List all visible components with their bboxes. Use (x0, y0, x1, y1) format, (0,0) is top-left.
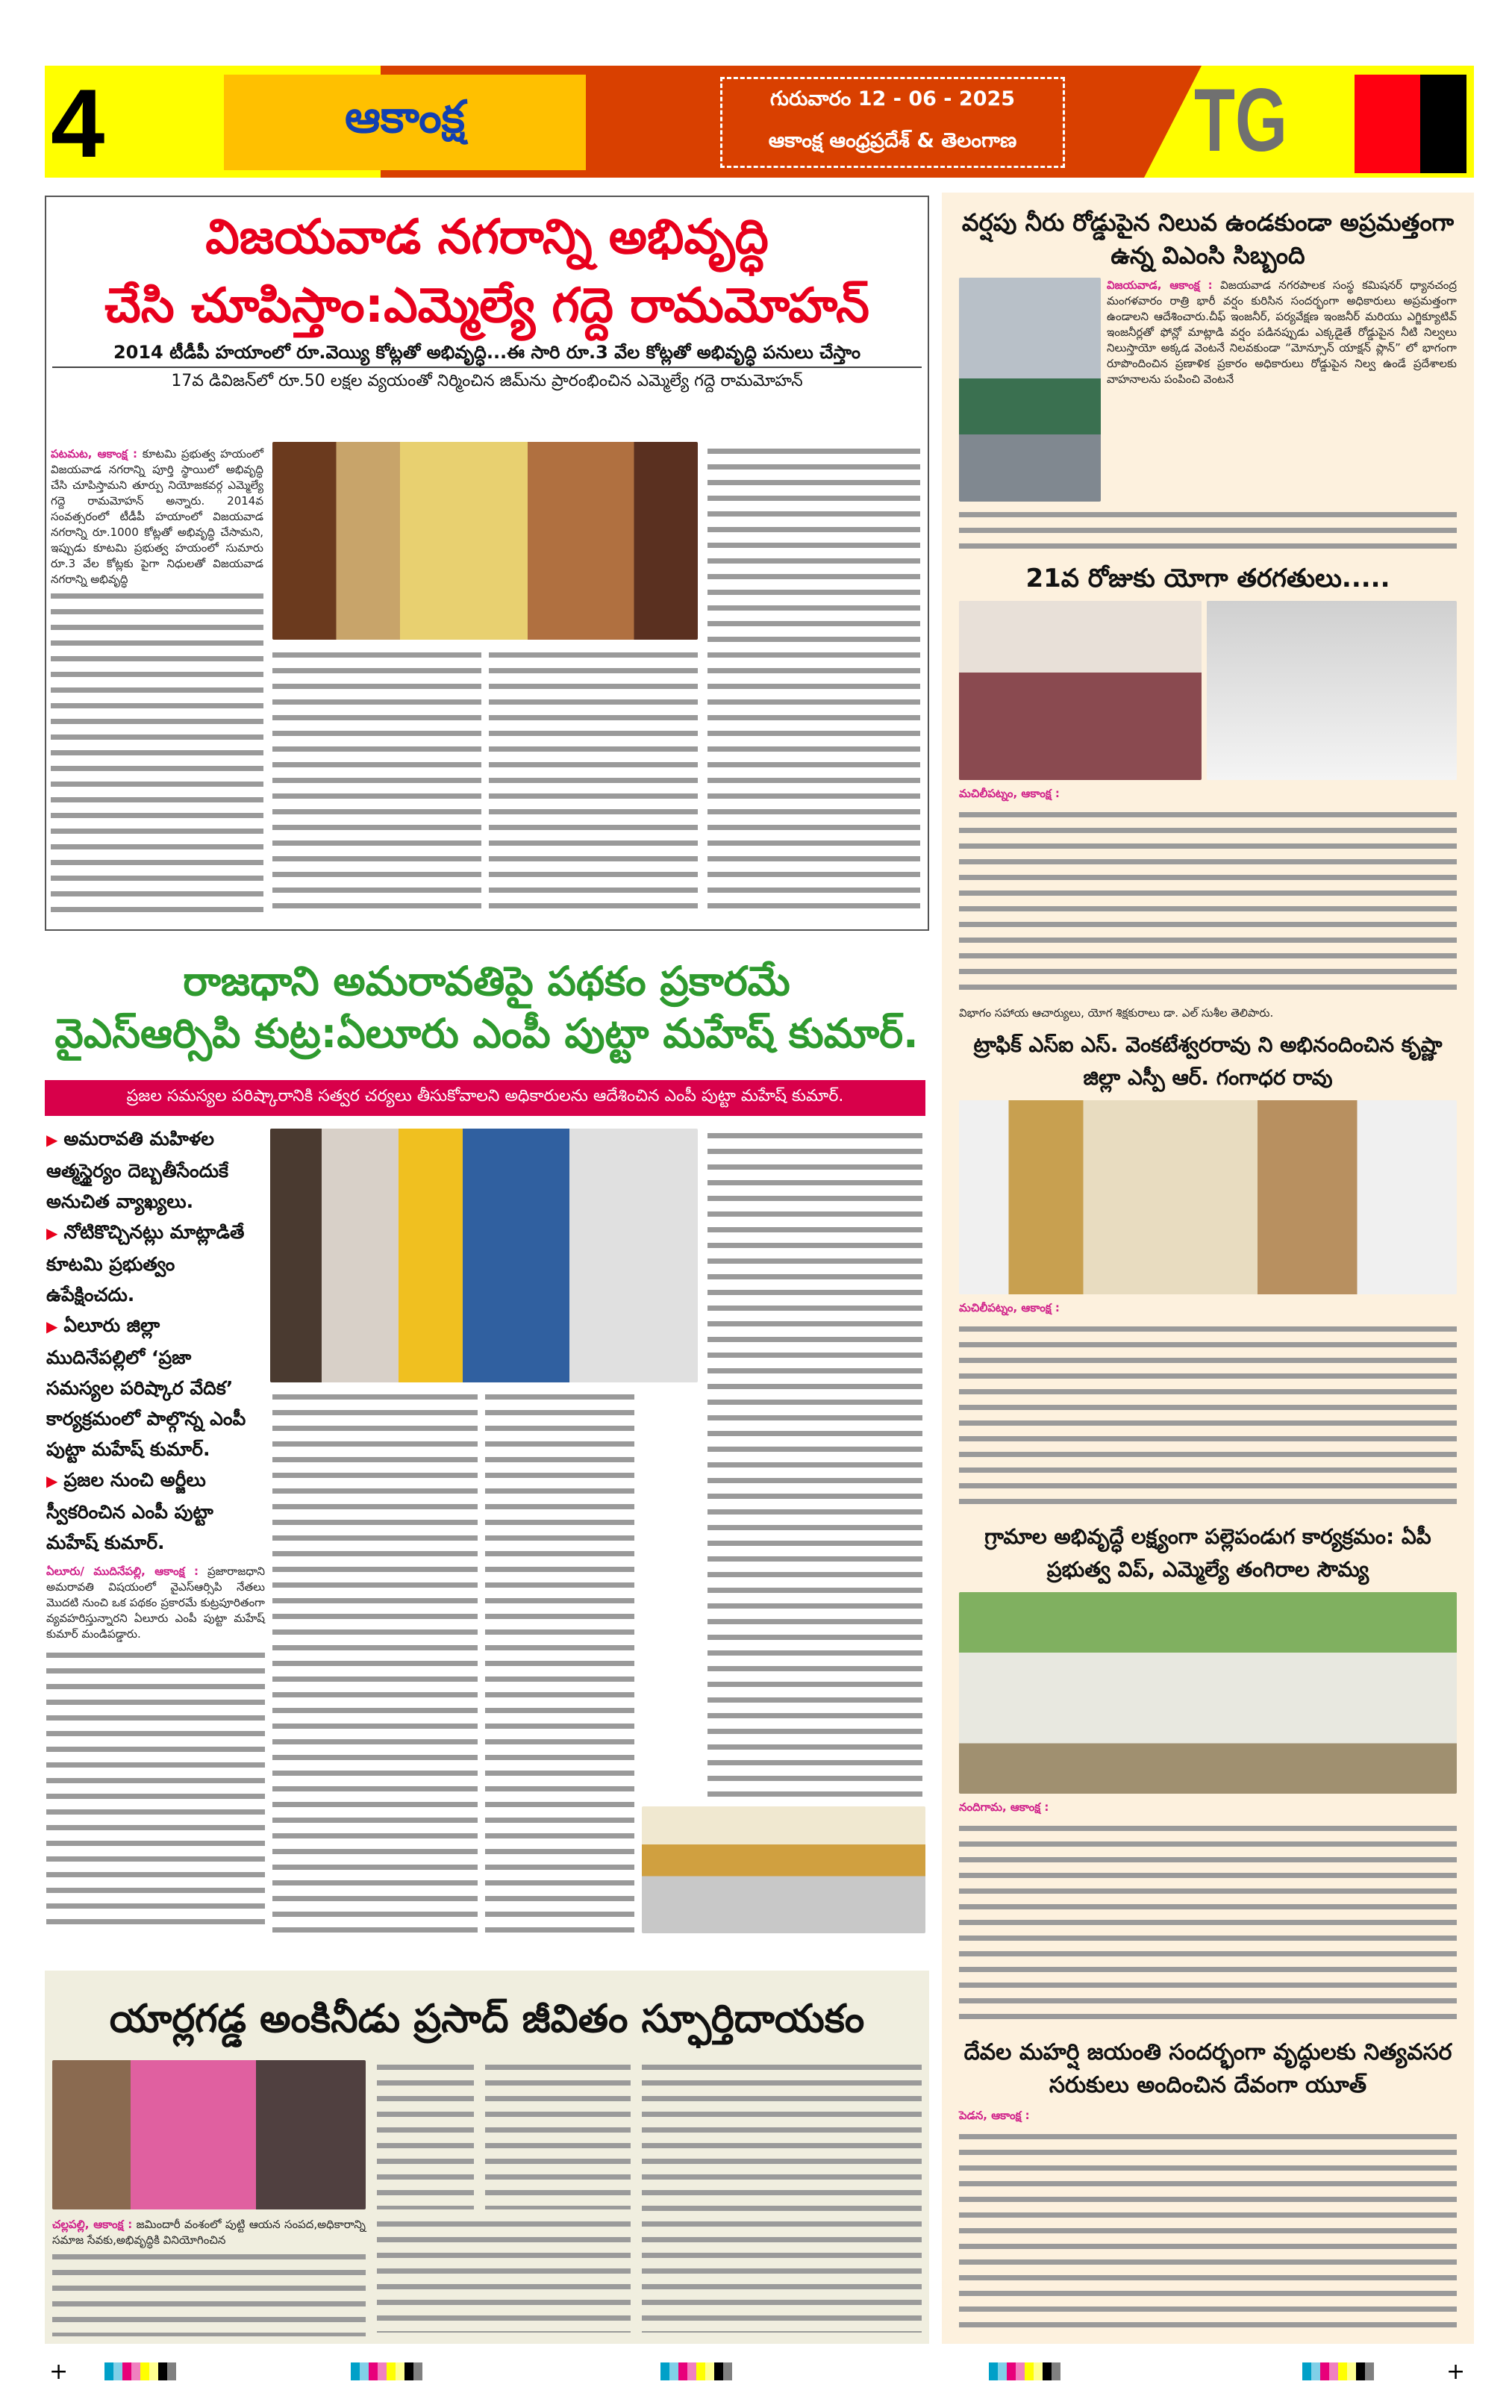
body-text (959, 1322, 1457, 1514)
headline: యార్లగడ్డ అంకినీడు ప్రసాద్ జీవితం స్ఫూర్తిదాయకం (109, 1997, 865, 2042)
color-swatch (1052, 2362, 1060, 2380)
sp-felicitation-photo (959, 1100, 1457, 1294)
triangle-bullet-icon: ▶ (46, 1472, 58, 1490)
article-body (46, 1564, 265, 1642)
bullet-item: ▶ అమరావతి మహిళల ఆత్మస్థైర్యం దెబ్బతీసేందుకే అనుచిత వ్యాఖ్యలు. (46, 1128, 229, 1212)
color-swatch (113, 2362, 122, 2380)
body-text-column (642, 2060, 922, 2333)
dateline: నందిగామ, ఆకాంక్ష : (959, 1800, 1049, 1814)
yoga-photo-row (959, 601, 1457, 780)
dateline: ఏలూరు/ ముదినేపల్లి, ఆకాంక్ష : (46, 1565, 199, 1578)
color-swatch (131, 2362, 140, 2380)
color-swatch (1329, 2362, 1338, 2380)
headline-line2: వైఎస్ఆర్సిపి కుట్ర:ఏలూరు ఎంపీ పుట్టా మహేష్ కుమార్. (54, 1010, 919, 1057)
subheadline: 2014 టీడీపీ హయాంలో రూ.వెయ్యి కోట్లతో అభివృద్ధి...ఈ సారి రూ.3 వేల కోట్లతో అభివృద్ధి పనులు చేస్తాం (113, 342, 861, 363)
article-yoga (959, 562, 1457, 1021)
body-text: జమిందారీ వంశంలో పుట్టి ఆయన సంపద,అధికారాన్ని సమాజ సేవకు,అభివృద్ధికి వినియోగించిన (52, 2218, 366, 2247)
color-swatch (1338, 2362, 1347, 2380)
color-swatch (149, 2362, 158, 2380)
divider (52, 366, 922, 368)
body-text-column (707, 1129, 922, 1800)
color-swatch (378, 2362, 387, 2380)
body-text-column (377, 2060, 474, 2209)
body-text: ప్రజారాజధాని అమరావతి విషయంలో వైఎస్ఆర్సిపి నేతలు మొదటి నుంచి ఒక పథకం ప్రకారమే కుట్రపూరితంగా వ్యవహరిస్తున్నారని ఏలూరు ఎంపీ పుట్టా మహేష్ కుమార్ మండిపడ్డారు. (46, 1565, 265, 1641)
yoga-photo-woman (959, 601, 1202, 780)
color-swatch (167, 2362, 176, 2380)
body-text-continued (51, 589, 263, 914)
article1-heading-group (52, 203, 922, 393)
triangle-bullet-icon: ▶ (46, 1224, 58, 1242)
color-swatch (723, 2362, 732, 2380)
newspaper-logo: ఆకాంక్ష (224, 75, 586, 170)
dateline: పటమట, ఆకాంక్ష : (51, 447, 138, 461)
color-swatch (360, 2362, 369, 2380)
color-calibration-bar (351, 2362, 422, 2380)
dateline: మచిలీపట్నం, ఆకాంక్ష : (959, 1300, 1060, 1314)
body-text (959, 2130, 1457, 2337)
body-text-continued (46, 1648, 265, 1933)
color-swatch (413, 2362, 422, 2380)
headline-yoga: 21వ రోజుకు యోగా తరగతులు..... (1025, 564, 1390, 593)
state-code: TG (1194, 70, 1287, 170)
dateline: మచిలీపట్నం, ఆకాంక్ష : (959, 787, 1060, 800)
bullet-item: ▶ నోటికొచ్చినట్లు మాట్లాడితే కూటమి ప్రభుత్వం ఉపేక్షించదు. (46, 1221, 245, 1306)
color-swatch (678, 2362, 687, 2380)
triangle-bullet-icon: ▶ (46, 1131, 58, 1149)
body-text-column (485, 2060, 631, 2209)
color-swatch (1311, 2362, 1320, 2380)
color-swatch (1025, 2362, 1034, 2380)
memorial-photo (52, 2060, 366, 2209)
color-swatch (714, 2362, 723, 2380)
color-swatch (1320, 2362, 1329, 2380)
headline-traffic-si: ట్రాఫిక్ ఎస్ఐ ఎస్. వెంకటేశ్వరరావు ని అభినందించిన కృష్ణా జిల్లా ఎస్పీ ఆర్. గంగాధర రావు (973, 1032, 1443, 1090)
body-text-end: విభాగం సహాయ ఆచార్యులు, యోగ శిక్షకురాలు డా. ఎల్ సుశీల తెలిపారు. (959, 1005, 1274, 1020)
body-text (959, 1821, 1457, 2029)
waterlogged-road-photo (959, 278, 1101, 502)
color-swatch (1016, 2362, 1025, 2380)
gym-inauguration-photo (272, 442, 698, 640)
headline-palle-panduga: గ్రామాల అభివృద్ధే లక్ష్యంగా పల్లెపండుగ కార్యక్రమం: ఏపీ ప్రభుత్వ విప్, ఎమ్మెల్యే తంగిరాల సౌమ్య (984, 1524, 1431, 1582)
yoga-photo-man (1207, 601, 1457, 780)
meeting-hall-photo (642, 1806, 925, 1933)
body-text-column (272, 648, 481, 914)
color-swatch (1007, 2362, 1016, 2380)
triangle-bullet-icon: ▶ (46, 1317, 58, 1335)
color-block-red (1355, 75, 1420, 173)
body-text (959, 808, 1457, 999)
article-devala-maharshi (959, 2036, 1457, 2337)
article3-heading-group (52, 1993, 922, 2045)
body-text-column (485, 1390, 634, 1933)
color-swatch (696, 2362, 705, 2380)
issue-date: గురువారం 12 - 06 - 2025 (769, 87, 1016, 110)
dateline: విజయవాడ, ఆకాంక్ష : (1107, 278, 1213, 292)
article3-first-column (52, 2217, 366, 2336)
color-swatch (1356, 2362, 1365, 2380)
article-body (52, 2217, 366, 2248)
dateline: చల్లపల్లి, ఆకాంక్ష : (52, 2218, 133, 2231)
body-text-column (707, 444, 920, 914)
edition-name: ఆకాంక్ష ఆంధ్రప్రదేశ్ & తెలంగాణ (768, 129, 1017, 152)
subheadline-2: 17వ డివిజన్‌లో రూ.50 లక్షల వ్యయంతో నిర్మించిన జిమ్‌ను ప్రారంభించిన ఎమ్మెల్యే గద్దె రామమోహన్ (171, 372, 803, 390)
highlight-strip (45, 1080, 925, 1116)
color-swatch (104, 2362, 113, 2380)
page-number: 4 (51, 69, 105, 178)
color-swatch (1043, 2362, 1052, 2380)
color-swatch (998, 2362, 1007, 2380)
body-text-column (377, 2217, 631, 2333)
body-text-column (489, 648, 698, 914)
color-swatch (122, 2362, 131, 2380)
article-rain-water (959, 206, 1457, 555)
dateline: పెడన, ఆకాంక్ష : (959, 2108, 1030, 2122)
color-swatch (705, 2362, 714, 2380)
color-swatch (351, 2362, 360, 2380)
article2-heading-group (46, 955, 927, 1060)
color-swatch (660, 2362, 669, 2380)
color-swatch (1347, 2362, 1356, 2380)
color-swatch (669, 2362, 678, 2380)
color-swatch (158, 2362, 167, 2380)
color-calibration-bar (1302, 2362, 1374, 2380)
headline-line1: విజయవాడ నగరాన్ని అభివృద్ధి (205, 210, 769, 265)
article-ankineedu-prasad (45, 1971, 929, 2344)
color-swatch (387, 2362, 396, 2380)
village-event-photo (959, 1592, 1457, 1794)
headline-devala-maharshi: దేవల మహర్షి జయంతి సందర్భంగా వృద్ధులకు నిత్యవసర సరుకులు అందించిన దేవంగా యూత్ (963, 2039, 1452, 2098)
body-text: కూటమి ప్రభుత్వ హయంలో విజయవాడ నగరాన్ని పూర్తి స్థాయిలో అభివృద్ధి చేసి చూపిస్తామని తూర్పు నియోజకవర్గ ఎమ్మెల్యే గద్దె రామమోహన్ అన్నారు. 2014వ సంవత్సరంలో టీడీపీ హయాంలో విజయవాడ నగరాన్ని రూ.1000 కోట్లతో అభివృద్ధి చేసామని, ఇప్పుడు కూటమి ప్రభుత్వ హయంలో సుమారు రూ.3 వేల కోట్లకు పైగా నిధులతో విజయవాడ నగరాన్ని అభివృద్ధి (51, 447, 263, 586)
color-swatch (687, 2362, 696, 2380)
article-traffic-si (959, 1029, 1457, 1514)
article-body (51, 446, 263, 587)
body-text-column (272, 1390, 478, 1933)
color-swatch (1034, 2362, 1043, 2380)
color-swatch (404, 2362, 413, 2380)
bullet-list (46, 1123, 265, 1558)
headline-line2: చేసి చూపిస్తాం:ఎమ్మెల్యే గద్దె రామమోహన్ (104, 278, 869, 334)
article2-first-column (46, 1123, 265, 1933)
right-column (942, 193, 1474, 2344)
color-swatch (1302, 2362, 1311, 2380)
color-swatch (140, 2362, 149, 2380)
body-text-continued (52, 2250, 366, 2336)
body-text-continued (959, 508, 1457, 555)
headline-line1: రాజధాని అమరావతిపై పథకం ప్రకారమే (183, 958, 790, 1005)
color-swatch (1365, 2362, 1374, 2380)
article-rain-water-body-row (959, 278, 1457, 502)
color-swatch (989, 2362, 998, 2380)
color-block-black (1420, 75, 1466, 173)
highlight-strip-text: ప్రజల సమస్యల పరిష్కారానికి సత్వర చర్యలు తీసుకోవాలని అధికారులను ఆదేశించిన ఎంపీ పుట్టా మహేష్ కుమార్. (126, 1087, 844, 1105)
article-palle-panduga (959, 1520, 1457, 2029)
color-swatch (396, 2362, 404, 2380)
color-calibration-bar (104, 2362, 176, 2380)
registration-mark-icon: + (49, 2359, 69, 2385)
color-calibration-bar (989, 2362, 1060, 2380)
bullet-item: ▶ ప్రజల నుంచి అర్జీలు స్వీకరించిన ఎంపీ పుట్టా మహేష్ కుమార్. (46, 1469, 213, 1553)
color-calibration-bar (660, 2362, 732, 2380)
date-box (720, 77, 1065, 168)
article1-first-column (51, 446, 263, 914)
color-swatch (369, 2362, 378, 2380)
article-body: విజయవాడ, ఆకాంక్ష : విజయవాడ నగరపాలక సంస్థ కమిషనర్ ధ్యానచంద్ర మంగళవారం రాత్రి భారీ వర్షం కురిసిన సందర్భంగా అధికారులు అప్రమత్తంగా ఉండాలని ఆదేశించారు.చీఫ్ ఇంజనీర్, పర్యవేక్షణ ఇంజనీర్ మరియు ఎగ్జిక్యూటివ్ ఇంజనీర్లతో ఫోన్లో మాట్లాడి వర్షం పడినప్పుడు ఎక్కడైతే రోడ్డుపైన నీటి నిల్వలు నిలుస్తాయో అక్కడ వెంటనే నిలవకుండా “మోన్సూన్ యాక్షన్ ప్లాన్” లో భాగంగా రూపొందించిన ప్రణాళిక ప్రకారం అధికారులు రోడ్డుపైన నిల్వ ఉండే ప్రదేశాలకు వాహనాలను పంపించి వెంటనే (1107, 278, 1457, 386)
bullet-item: ▶ ఏలూరు జిల్లా ముదినేపల్లిలో ‘ప్రజా సమస్యల పరిష్కార వేదిక’ కార్యక్రమంలో పాల్గొన్న ఎంపీ పుట్టా మహేష్ కుమార్. (46, 1314, 246, 1460)
headline-rain-water: వర్షపు నీరు రోడ్డుపైన నిలువ ఉండకుండా అప్రమత్తంగా ఉన్న విఎంసి సిబ్బంది (961, 208, 1455, 269)
mp-garland-photo (270, 1129, 698, 1382)
registration-mark-icon: + (1446, 2359, 1466, 2385)
